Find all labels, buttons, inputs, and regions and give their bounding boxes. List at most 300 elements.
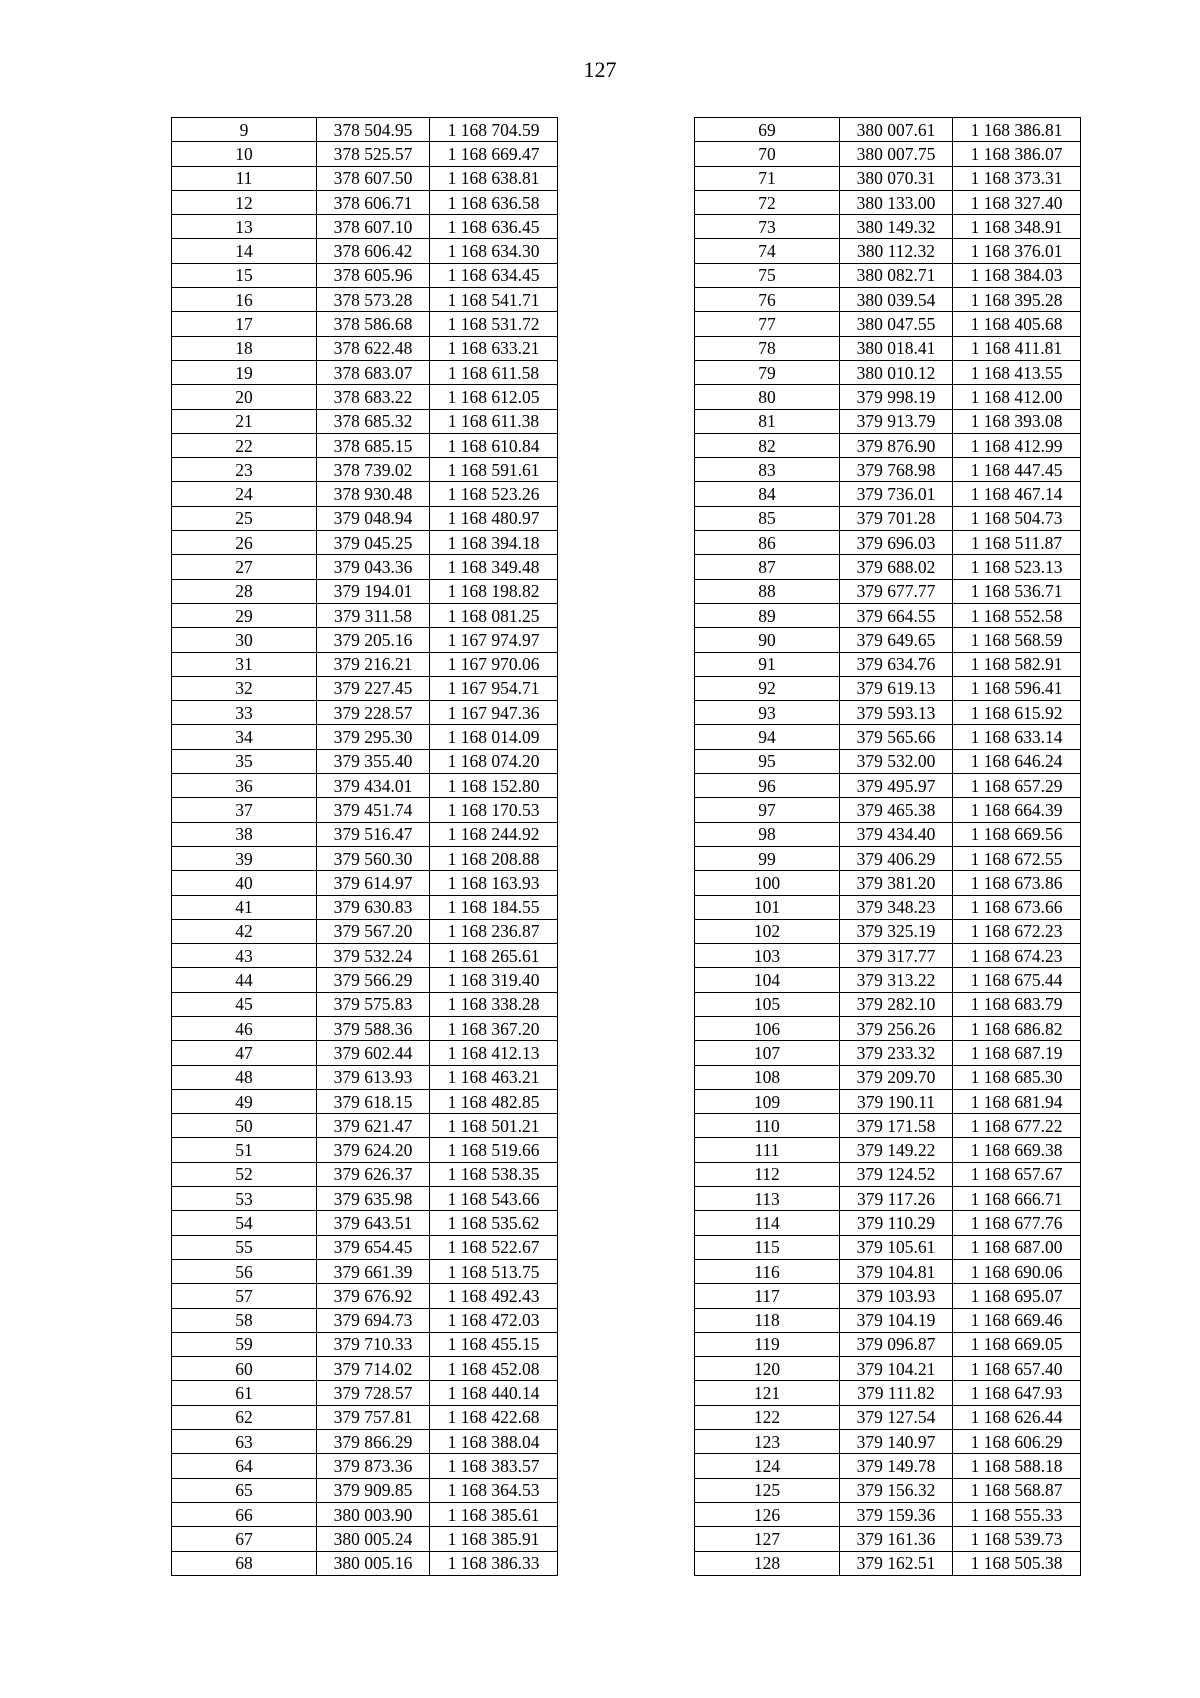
table-row (172, 774, 558, 798)
y-coordinate-cell: 1 168 208.88 (430, 846, 558, 870)
point-number-cell: 17 (172, 312, 317, 336)
y-coordinate-cell: 1 168 582.91 (953, 652, 1081, 676)
x-coordinate-cell: 379 560.30 (317, 846, 430, 870)
y-coordinate-cell: 1 168 467.14 (953, 482, 1081, 506)
point-number-cell: 92 (695, 676, 840, 700)
table-row (172, 1187, 558, 1211)
x-coordinate-cell: 379 228.57 (317, 701, 430, 725)
point-number-cell: 117 (695, 1284, 840, 1308)
y-coordinate-cell: 1 168 672.55 (953, 846, 1081, 870)
point-number-cell: 78 (695, 336, 840, 360)
table-row (695, 458, 1081, 482)
table-row (172, 190, 558, 214)
point-number-cell: 48 (172, 1065, 317, 1089)
y-coordinate-cell: 1 168 338.28 (430, 992, 558, 1016)
x-coordinate-cell: 379 124.52 (840, 1162, 953, 1186)
point-number-cell: 24 (172, 482, 317, 506)
x-coordinate-cell: 379 105.61 (840, 1235, 953, 1259)
table-row (172, 1308, 558, 1332)
table-row (172, 1332, 558, 1356)
y-coordinate-cell: 1 168 265.61 (430, 944, 558, 968)
y-coordinate-cell: 1 168 626.44 (953, 1405, 1081, 1429)
point-number-cell: 91 (695, 652, 840, 676)
x-coordinate-cell: 379 643.51 (317, 1211, 430, 1235)
y-coordinate-cell: 1 168 348.91 (953, 215, 1081, 239)
point-number-cell: 21 (172, 409, 317, 433)
y-coordinate-cell: 1 168 386.81 (953, 118, 1081, 142)
y-coordinate-cell: 1 167 954.71 (430, 676, 558, 700)
table-row (695, 1162, 1081, 1186)
y-coordinate-cell: 1 168 669.05 (953, 1332, 1081, 1356)
x-coordinate-cell: 379 149.78 (840, 1454, 953, 1478)
point-number-cell: 62 (172, 1405, 317, 1429)
table-row (172, 215, 558, 239)
point-number-cell: 14 (172, 239, 317, 263)
point-number-cell: 50 (172, 1114, 317, 1138)
x-coordinate-cell: 379 635.98 (317, 1187, 430, 1211)
point-number-cell: 89 (695, 603, 840, 627)
table-row (172, 579, 558, 603)
x-coordinate-cell: 379 757.81 (317, 1405, 430, 1429)
x-coordinate-cell: 379 140.97 (840, 1430, 953, 1454)
coordinate-table-body (172, 118, 558, 1576)
x-coordinate-cell: 379 618.15 (317, 1089, 430, 1113)
x-coordinate-cell: 379 111.82 (840, 1381, 953, 1405)
x-coordinate-cell: 379 117.26 (840, 1187, 953, 1211)
table-row (172, 798, 558, 822)
point-number-cell: 80 (695, 385, 840, 409)
y-coordinate-cell: 1 168 646.24 (953, 749, 1081, 773)
y-coordinate-cell: 1 168 535.62 (430, 1211, 558, 1235)
point-number-cell: 87 (695, 555, 840, 579)
x-coordinate-cell: 380 149.32 (840, 215, 953, 239)
x-coordinate-cell: 379 710.33 (317, 1332, 430, 1356)
point-number-cell: 31 (172, 652, 317, 676)
point-number-cell: 76 (695, 288, 840, 312)
table-row (172, 1162, 558, 1186)
table-row (172, 968, 558, 992)
x-coordinate-cell: 378 586.68 (317, 312, 430, 336)
x-coordinate-cell: 379 661.39 (317, 1259, 430, 1283)
x-coordinate-cell: 378 622.48 (317, 336, 430, 360)
table-row (172, 895, 558, 919)
point-number-cell: 97 (695, 798, 840, 822)
y-coordinate-cell: 1 168 634.45 (430, 263, 558, 287)
table-row (172, 1381, 558, 1405)
y-coordinate-cell: 1 168 244.92 (430, 822, 558, 846)
point-number-cell: 124 (695, 1454, 840, 1478)
y-coordinate-cell: 1 168 492.43 (430, 1284, 558, 1308)
table-row (695, 1357, 1081, 1381)
table-row (695, 871, 1081, 895)
x-coordinate-cell: 380 047.55 (840, 312, 953, 336)
point-number-cell: 47 (172, 1041, 317, 1065)
table-row (172, 1551, 558, 1575)
point-number-cell: 107 (695, 1041, 840, 1065)
point-number-cell: 42 (172, 919, 317, 943)
point-number-cell: 73 (695, 215, 840, 239)
point-number-cell: 54 (172, 1211, 317, 1235)
table-row (695, 701, 1081, 725)
point-number-cell: 125 (695, 1478, 840, 1502)
y-coordinate-cell: 1 168 405.68 (953, 312, 1081, 336)
y-coordinate-cell: 1 168 472.03 (430, 1308, 558, 1332)
y-coordinate-cell: 1 168 610.84 (430, 433, 558, 457)
y-coordinate-cell: 1 168 386.07 (953, 142, 1081, 166)
y-coordinate-cell: 1 168 511.87 (953, 531, 1081, 555)
point-number-cell: 15 (172, 263, 317, 287)
table-row (695, 166, 1081, 190)
point-number-cell: 27 (172, 555, 317, 579)
point-number-cell: 126 (695, 1502, 840, 1526)
table-row (172, 166, 558, 190)
table-row (695, 1114, 1081, 1138)
table-row (695, 482, 1081, 506)
x-coordinate-cell: 379 532.24 (317, 944, 430, 968)
x-coordinate-cell: 379 295.30 (317, 725, 430, 749)
point-number-cell: 30 (172, 628, 317, 652)
x-coordinate-cell: 378 605.96 (317, 263, 430, 287)
y-coordinate-cell: 1 168 568.59 (953, 628, 1081, 652)
point-number-cell: 120 (695, 1357, 840, 1381)
y-coordinate-cell: 1 168 376.01 (953, 239, 1081, 263)
x-coordinate-cell: 378 683.22 (317, 385, 430, 409)
point-number-cell: 116 (695, 1259, 840, 1283)
point-number-cell: 56 (172, 1259, 317, 1283)
table-row (172, 531, 558, 555)
point-number-cell: 45 (172, 992, 317, 1016)
y-coordinate-cell: 1 168 638.81 (430, 166, 558, 190)
table-row (172, 482, 558, 506)
table-row (695, 1041, 1081, 1065)
y-coordinate-cell: 1 168 501.21 (430, 1114, 558, 1138)
point-number-cell: 74 (695, 239, 840, 263)
table-row (172, 628, 558, 652)
y-coordinate-cell: 1 168 383.57 (430, 1454, 558, 1478)
table-row (695, 895, 1081, 919)
y-coordinate-cell: 1 168 657.29 (953, 774, 1081, 798)
table-row (172, 1259, 558, 1283)
y-coordinate-cell: 1 168 687.19 (953, 1041, 1081, 1065)
table-row (172, 1211, 558, 1235)
table-row (695, 1502, 1081, 1526)
x-coordinate-cell: 380 070.31 (840, 166, 953, 190)
y-coordinate-cell: 1 168 669.56 (953, 822, 1081, 846)
table-row (695, 1527, 1081, 1551)
x-coordinate-cell: 380 039.54 (840, 288, 953, 312)
x-coordinate-cell: 379 575.83 (317, 992, 430, 1016)
x-coordinate-cell: 379 406.29 (840, 846, 953, 870)
point-number-cell: 52 (172, 1162, 317, 1186)
table-row (172, 1454, 558, 1478)
y-coordinate-cell: 1 168 480.97 (430, 506, 558, 530)
point-number-cell: 77 (695, 312, 840, 336)
point-number-cell: 53 (172, 1187, 317, 1211)
y-coordinate-cell: 1 168 394.18 (430, 531, 558, 555)
y-coordinate-cell: 1 168 413.55 (953, 360, 1081, 384)
x-coordinate-cell: 379 156.32 (840, 1478, 953, 1502)
table-row (695, 1381, 1081, 1405)
point-number-cell: 115 (695, 1235, 840, 1259)
y-coordinate-cell: 1 168 411.81 (953, 336, 1081, 360)
x-coordinate-cell: 379 325.19 (840, 919, 953, 943)
x-coordinate-cell: 380 133.00 (840, 190, 953, 214)
x-coordinate-cell: 379 313.22 (840, 968, 953, 992)
y-coordinate-cell: 1 168 588.18 (953, 1454, 1081, 1478)
coordinate-table-body (695, 118, 1081, 1576)
x-coordinate-cell: 379 696.03 (840, 531, 953, 555)
point-number-cell: 22 (172, 433, 317, 457)
table-row (695, 603, 1081, 627)
y-coordinate-cell: 1 168 236.87 (430, 919, 558, 943)
x-coordinate-cell: 378 525.57 (317, 142, 430, 166)
y-coordinate-cell: 1 168 686.82 (953, 1016, 1081, 1040)
point-number-cell: 127 (695, 1527, 840, 1551)
y-coordinate-cell: 1 168 611.38 (430, 409, 558, 433)
y-coordinate-cell: 1 168 505.38 (953, 1551, 1081, 1575)
point-number-cell: 79 (695, 360, 840, 384)
y-coordinate-cell: 1 168 152.80 (430, 774, 558, 798)
point-number-cell: 19 (172, 360, 317, 384)
x-coordinate-cell: 379 045.25 (317, 531, 430, 555)
x-coordinate-cell: 379 355.40 (317, 749, 430, 773)
table-row (695, 239, 1081, 263)
table-row (695, 433, 1081, 457)
table-row (172, 1527, 558, 1551)
x-coordinate-cell: 379 688.02 (840, 555, 953, 579)
x-coordinate-cell: 378 573.28 (317, 288, 430, 312)
table-row (172, 944, 558, 968)
x-coordinate-cell: 379 104.81 (840, 1259, 953, 1283)
x-coordinate-cell: 379 348.23 (840, 895, 953, 919)
table-row (695, 1138, 1081, 1162)
table-row (695, 992, 1081, 1016)
point-number-cell: 29 (172, 603, 317, 627)
y-coordinate-cell: 1 168 163.93 (430, 871, 558, 895)
point-number-cell: 102 (695, 919, 840, 943)
x-coordinate-cell: 378 504.95 (317, 118, 430, 142)
table-row (695, 336, 1081, 360)
y-coordinate-cell: 1 168 704.59 (430, 118, 558, 142)
x-coordinate-cell: 379 495.97 (840, 774, 953, 798)
y-coordinate-cell: 1 168 657.40 (953, 1357, 1081, 1381)
x-coordinate-cell: 380 112.32 (840, 239, 953, 263)
y-coordinate-cell: 1 168 422.68 (430, 1405, 558, 1429)
table-row (695, 118, 1081, 142)
point-number-cell: 105 (695, 992, 840, 1016)
y-coordinate-cell: 1 168 523.26 (430, 482, 558, 506)
y-coordinate-cell: 1 168 552.58 (953, 603, 1081, 627)
point-number-cell: 114 (695, 1211, 840, 1235)
x-coordinate-cell: 379 256.26 (840, 1016, 953, 1040)
point-number-cell: 55 (172, 1235, 317, 1259)
table-row (695, 1211, 1081, 1235)
table-row (695, 215, 1081, 239)
x-coordinate-cell: 379 998.19 (840, 385, 953, 409)
y-coordinate-cell: 1 168 611.58 (430, 360, 558, 384)
point-number-cell: 113 (695, 1187, 840, 1211)
y-coordinate-cell: 1 168 412.13 (430, 1041, 558, 1065)
x-coordinate-cell: 379 104.21 (840, 1357, 953, 1381)
x-coordinate-cell: 379 311.58 (317, 603, 430, 627)
x-coordinate-cell: 379 694.73 (317, 1308, 430, 1332)
table-row (695, 555, 1081, 579)
point-number-cell: 83 (695, 458, 840, 482)
x-coordinate-cell: 380 010.12 (840, 360, 953, 384)
point-number-cell: 40 (172, 871, 317, 895)
x-coordinate-cell: 379 619.13 (840, 676, 953, 700)
y-coordinate-cell: 1 168 081.25 (430, 603, 558, 627)
y-coordinate-cell: 1 168 014.09 (430, 725, 558, 749)
x-coordinate-cell: 379 634.76 (840, 652, 953, 676)
x-coordinate-cell: 379 613.93 (317, 1065, 430, 1089)
point-number-cell: 51 (172, 1138, 317, 1162)
table-row (695, 506, 1081, 530)
y-coordinate-cell: 1 168 681.94 (953, 1089, 1081, 1113)
y-coordinate-cell: 1 168 669.47 (430, 142, 558, 166)
y-coordinate-cell: 1 168 455.15 (430, 1332, 558, 1356)
point-number-cell: 65 (172, 1478, 317, 1502)
x-coordinate-cell: 378 607.10 (317, 215, 430, 239)
y-coordinate-cell: 1 168 690.06 (953, 1259, 1081, 1283)
point-number-cell: 85 (695, 506, 840, 530)
table-row (172, 1405, 558, 1429)
table-row (695, 749, 1081, 773)
x-coordinate-cell: 380 003.90 (317, 1502, 430, 1526)
page-number: 127 (583, 57, 617, 82)
table-row (695, 1259, 1081, 1283)
y-coordinate-cell: 1 168 647.93 (953, 1381, 1081, 1405)
x-coordinate-cell: 379 866.29 (317, 1430, 430, 1454)
table-row (172, 992, 558, 1016)
point-number-cell: 104 (695, 968, 840, 992)
y-coordinate-cell: 1 168 385.61 (430, 1502, 558, 1526)
table-row (695, 288, 1081, 312)
y-coordinate-cell: 1 168 440.14 (430, 1381, 558, 1405)
point-number-cell: 35 (172, 749, 317, 773)
y-coordinate-cell: 1 168 536.71 (953, 579, 1081, 603)
x-coordinate-cell: 379 451.74 (317, 798, 430, 822)
point-number-cell: 122 (695, 1405, 840, 1429)
table-row (695, 944, 1081, 968)
point-number-cell: 75 (695, 263, 840, 287)
point-number-cell: 37 (172, 798, 317, 822)
table-row (695, 676, 1081, 700)
x-coordinate-cell: 379 676.92 (317, 1284, 430, 1308)
point-number-cell: 95 (695, 749, 840, 773)
point-number-cell: 82 (695, 433, 840, 457)
y-coordinate-cell: 1 168 373.31 (953, 166, 1081, 190)
table-row (172, 1114, 558, 1138)
point-number-cell: 109 (695, 1089, 840, 1113)
y-coordinate-cell: 1 168 364.53 (430, 1478, 558, 1502)
y-coordinate-cell: 1 168 634.30 (430, 239, 558, 263)
point-number-cell: 20 (172, 385, 317, 409)
x-coordinate-cell: 379 096.87 (840, 1332, 953, 1356)
table-row (172, 1284, 558, 1308)
point-number-cell: 39 (172, 846, 317, 870)
y-coordinate-cell: 1 168 673.86 (953, 871, 1081, 895)
y-coordinate-cell: 1 168 412.00 (953, 385, 1081, 409)
table-row (172, 1235, 558, 1259)
point-number-cell: 101 (695, 895, 840, 919)
table-row (172, 652, 558, 676)
y-coordinate-cell: 1 168 543.66 (430, 1187, 558, 1211)
table-row (172, 822, 558, 846)
table-row (695, 360, 1081, 384)
point-number-cell: 12 (172, 190, 317, 214)
table-row (695, 190, 1081, 214)
point-number-cell: 71 (695, 166, 840, 190)
x-coordinate-cell: 379 282.10 (840, 992, 953, 1016)
table-row (172, 919, 558, 943)
x-coordinate-cell: 379 876.90 (840, 433, 953, 457)
y-coordinate-cell: 1 168 319.40 (430, 968, 558, 992)
x-coordinate-cell: 379 728.57 (317, 1381, 430, 1405)
x-coordinate-cell: 379 768.98 (840, 458, 953, 482)
y-coordinate-cell: 1 168 384.03 (953, 263, 1081, 287)
point-number-cell: 88 (695, 579, 840, 603)
point-number-cell: 57 (172, 1284, 317, 1308)
x-coordinate-cell: 379 714.02 (317, 1357, 430, 1381)
y-coordinate-cell: 1 168 695.07 (953, 1284, 1081, 1308)
y-coordinate-cell: 1 168 606.29 (953, 1430, 1081, 1454)
y-coordinate-cell: 1 168 393.08 (953, 409, 1081, 433)
coordinate-table-left (171, 117, 558, 1576)
table-row (695, 774, 1081, 798)
x-coordinate-cell: 379 909.85 (317, 1478, 430, 1502)
table-row (695, 1284, 1081, 1308)
point-number-cell: 66 (172, 1502, 317, 1526)
y-coordinate-cell: 1 167 974.97 (430, 628, 558, 652)
x-coordinate-cell: 379 381.20 (840, 871, 953, 895)
x-coordinate-cell: 379 048.94 (317, 506, 430, 530)
table-row (172, 1041, 558, 1065)
table-row (172, 1089, 558, 1113)
point-number-cell: 16 (172, 288, 317, 312)
y-coordinate-cell: 1 168 388.04 (430, 1430, 558, 1454)
x-coordinate-cell: 378 683.07 (317, 360, 430, 384)
table-row (172, 118, 558, 142)
y-coordinate-cell: 1 168 669.46 (953, 1308, 1081, 1332)
y-coordinate-cell: 1 168 452.08 (430, 1357, 558, 1381)
x-coordinate-cell: 379 565.66 (840, 725, 953, 749)
y-coordinate-cell: 1 168 687.00 (953, 1235, 1081, 1259)
point-number-cell: 38 (172, 822, 317, 846)
point-number-cell: 112 (695, 1162, 840, 1186)
point-number-cell: 93 (695, 701, 840, 725)
table-row (172, 676, 558, 700)
x-coordinate-cell: 379 913.79 (840, 409, 953, 433)
x-coordinate-cell: 379 159.36 (840, 1502, 953, 1526)
table-row (172, 142, 558, 166)
table-row (695, 846, 1081, 870)
x-coordinate-cell: 379 162.51 (840, 1551, 953, 1575)
table-row (695, 1235, 1081, 1259)
y-coordinate-cell: 1 168 596.41 (953, 676, 1081, 700)
table-row (695, 798, 1081, 822)
table-row (695, 1454, 1081, 1478)
table-row (172, 1016, 558, 1040)
point-number-cell: 63 (172, 1430, 317, 1454)
table-row (172, 360, 558, 384)
x-coordinate-cell: 379 566.29 (317, 968, 430, 992)
point-number-cell: 26 (172, 531, 317, 555)
table-row (695, 968, 1081, 992)
x-coordinate-cell: 379 171.58 (840, 1114, 953, 1138)
y-coordinate-cell: 1 168 531.72 (430, 312, 558, 336)
point-number-cell: 72 (695, 190, 840, 214)
